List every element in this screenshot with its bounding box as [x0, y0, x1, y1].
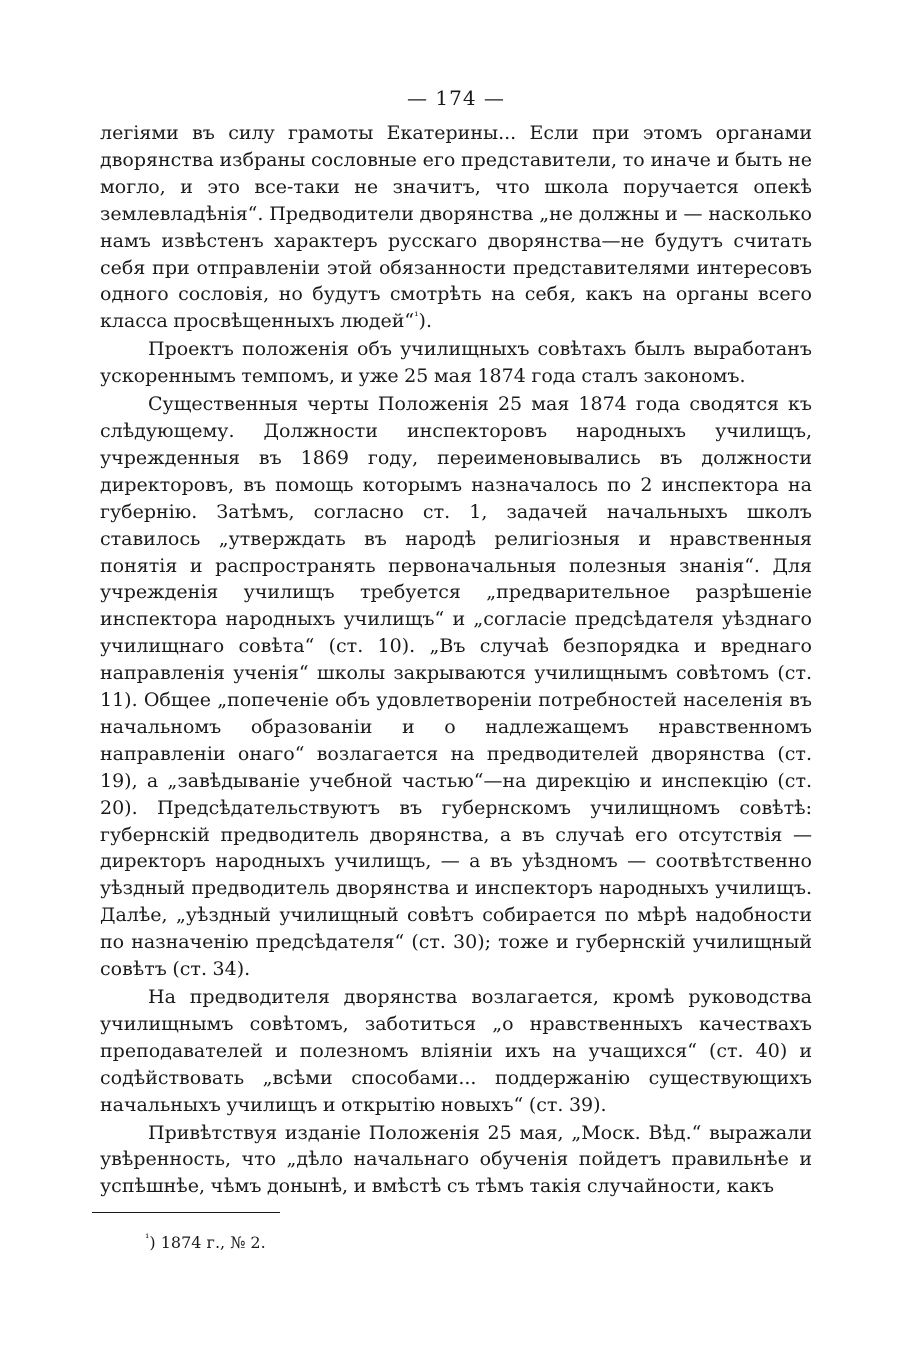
- footnote-text: ) 1874 г., № 2.: [149, 1233, 266, 1252]
- paragraph-5: Привѣтствуя изданіе Положенія 25 мая, „Моск. Вѣд.“ выражали увѣренность, что „дѣло начальнаго обученія пойдетъ правильнѣе и успѣшнѣе, чѣмъ донынѣ, и вмѣстѣ съ тѣмъ такія случайности, какъ: [100, 1121, 812, 1198]
- page-number: — 174 —: [407, 86, 505, 110]
- paragraph-2: Проектъ положенія объ училищныхъ совѣтахъ былъ выработанъ ускореннымъ темпомъ, и уже 25 мая 1874 года сталъ закономъ.: [100, 338, 812, 388]
- paragraph-1-tail: ).: [418, 310, 432, 333]
- paragraph-1: [100, 120, 812, 335]
- footnote: [145, 1232, 266, 1254]
- page-body: [100, 84, 812, 1200]
- paragraph-3: Существенныя черты Положенія 25 мая 1874 года сводятся къ слѣдующему. Должности инспекторовъ народныхъ училищъ, учрежденныя въ 1869 году, переименовывались въ должности директоровъ, въ помощь которымъ назначалось по 2 инспектора на губернію. Затѣмъ, согласно ст. 1, задачей начальныхъ школъ ставилось „утверждать въ народѣ религіозныя и нравственныя понятія и распространять первоначальныя полезныя знанія“. Для учрежденія училищъ требуется „предварительное разрѣшеніе инспектора народныхъ училищъ“ и „согласіе предсѣдателя уѣзднаго училищнаго совѣта“ (ст. 10). „Въ случаѣ безпорядка и вреднаго направленія ученія“ школы закрываются училищнымъ совѣтомъ (ст. 11). Общее „попеченіе объ удовлетвореніи потребностей населенія въ начальномъ образованіи и о надлежащемъ нравственномъ направленіи онаго“ возлагается на предводителей дворянства (ст. 19), а „завѣдываніе учебной частью“—на дирекцію и инспекцію (ст. 20). Предсѣдательствуютъ въ губернскомъ училищномъ совѣтѣ: губернскій предводитель дворянства, а въ случаѣ его отсутствія — директоръ народныхъ училищъ, — а въ уѣздномъ — соотвѣтственно уѣздный предводитель дворянства и инспекторъ народныхъ училищъ. Далѣе, „уѣздный училищный совѣтъ собирается по мѣрѣ надобности по назначенію предсѣдателя“ (ст. 30); тоже и губернскій училищный совѣтъ (ст. 34).: [100, 393, 812, 981]
- paragraph-1-text: легіями въ силу грамоты Екатерины... Если при этомъ органами дворянства избраны сословные его представители, то иначе и быть не могло, и это все-таки не значитъ, что школа поручается опекѣ землевладѣнія“. Предводители дворянства „не должны и — насколько намъ извѣстенъ характеръ русскаго дворянства—не будутъ считать себя при отправленіи этой обязанности представителями интересовъ одного сословія, но будутъ смотрѣть на себя, какъ на органы всего класса просвѣщенныхъ людей“: [100, 122, 812, 333]
- paragraph-4: На предводителя дворянства возлагается, кромѣ руководства училищнымъ совѣтомъ, заботиться „о нравственныхъ качествахъ преподавателей и полезномъ вліяніи ихъ на учащихся“ (ст. 40) и содѣйствовать „всѣми способами... поддержанію существующихъ начальныхъ училищъ и открытію новыхъ“ (ст. 39).: [100, 986, 812, 1116]
- footnote-mark: ¹: [145, 1231, 150, 1245]
- footnote-divider: [92, 1212, 280, 1213]
- footnote-reference[interactable]: ¹: [414, 310, 419, 324]
